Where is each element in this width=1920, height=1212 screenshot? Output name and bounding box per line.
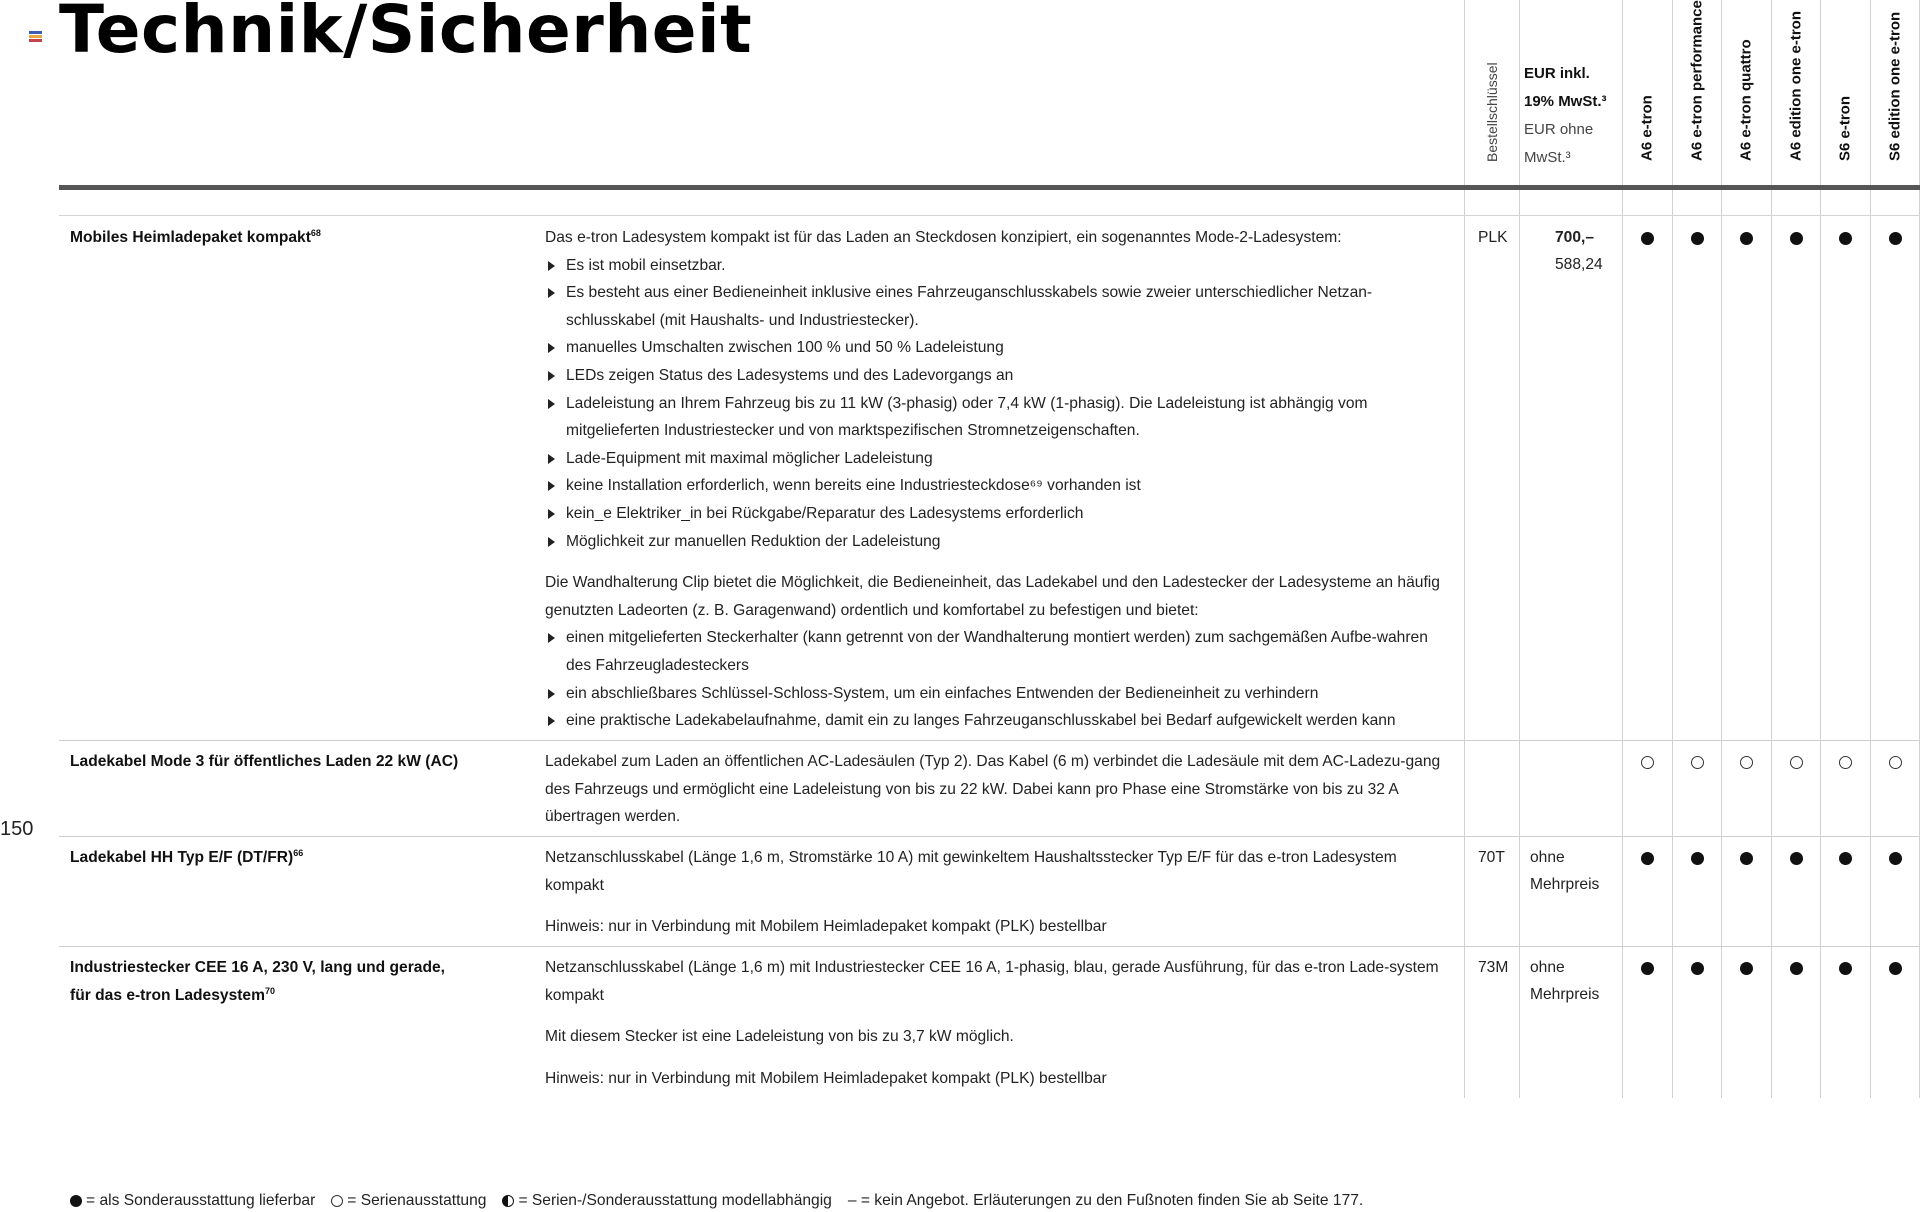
column-header-price: EUR inkl. 19% MwSt.³ EUR ohne MwSt.³	[1524, 65, 1607, 166]
filled-circle-icon	[1889, 232, 1902, 245]
header-rule	[59, 185, 1920, 190]
header-divider	[59, 215, 1920, 216]
row-description: Das e-tron Ladesystem kompakt ist für das Laden an Steckdosen konzipiert, ein sogenanntes Mode-2-Ladesystem: Es ist mobil einsetzbar. Es besteht aus einer Bedieneinheit inklusive eines Fahrzeuganschlusskabels sowie zweier unterschiedlicher Netzan-schlusskabel (mit Haushalts- und Industriestecker). manuelles Umschalten zwischen 100 % und 50 % Ladeleistung LEDs zeigen Status des Ladesystems und des Ladevorgangs an Ladeleistung an Ihrem Fahrzeug bis zu 11 kW (3-phasig) oder 7,4 kW (1-phasig). Die Ladeleistung ist abhängig vom mitgelieferten Industriestecker und von marktspezifischen Stromnetzeigenschaften. Lade-Equipment mit maximal möglicher Ladeleistung keine Installation erforderlich, wenn bereits eine Industriesteckdose⁶⁹ vorhanden ist kein_e Elektriker_in bei Rückgabe/Reparatur des Ladesystems erforderlich Möglichkeit zur manuellen Reduktion der Ladeleistung Die Wandhalterung Clip bietet die Möglichkeit, die Bedieneinheit, das Ladekabel und den Ladestecker der Ladesysteme an häufig genutzten Ladeorten (z. B. Garagenwand) ordentlich und komfortabel zu befestigen und bietet: einen mitgelieferten Steckerhalter (kann getrennt von der Wandhalterung montiert werden) zum sachgemäßen Aufbe-wahren des Fahrzeugladesteckers ein abschließbares Schlüssel-Schloss-System, um ein einfaches Entwenden der Bedieneinheit zu verhindern eine praktische Ladekabelaufnahme, damit ein zu langes Fahrzeuganschlusskabel bei Bedarf aufgewickelt werden kann	[545, 224, 1450, 735]
row-title: Mobiles Heimladepaket kompakt$^{68}$	[70, 227, 321, 246]
open-circle-icon	[1740, 756, 1753, 769]
open-circle-icon	[331, 1195, 343, 1207]
row-title: Ladekabel Mode 3 für öffentliches Laden 22 kW (AC)	[70, 753, 459, 770]
filled-circle-icon	[1839, 962, 1852, 975]
filled-circle-icon	[1691, 962, 1704, 975]
column-header-model: A6 e-tron	[1638, 95, 1656, 161]
list-item: kein_e Elektriker_in bei Rückgabe/Reparatur des Ladesystems erforderlich	[545, 500, 1450, 528]
filled-circle-icon	[1740, 232, 1753, 245]
price-gross: 700,–	[1555, 229, 1595, 246]
open-circle-icon	[1790, 756, 1803, 769]
filled-circle-icon	[1889, 852, 1902, 865]
order-code: PLK	[1478, 229, 1508, 246]
list-item: eine praktische Ladekabelaufnahme, damit ein zu langes Fahrzeuganschlusskabel bei Bedarf aufgewickelt werden kann	[545, 707, 1450, 735]
column-divider	[1464, 0, 1465, 1098]
row-title: Industriestecker CEE 16 A, 230 V, lang und gerade, für das e-tron Ladesystem$^{70}$	[70, 959, 445, 1004]
filled-circle-icon	[70, 1195, 82, 1207]
list-item: Es besteht aus einer Bedieneinheit inklusive eines Fahrzeuganschlusskabels sowie zweier unterschiedlicher Netzan-schlusskabel (mit Haushalts- und Industriestecker).	[545, 279, 1450, 334]
price-line: Mehrpreis	[1530, 876, 1600, 893]
column-header-order-key: Bestellschlüssel	[1484, 62, 1500, 162]
row-description: Ladekabel zum Laden an öffentlichen AC-Ladesäulen (Typ 2). Das Kabel (6 m) verbindet die Ladesäule mit dem AC-Ladezu-gang des Fahrzeugs und ermöglicht eine Ladeleistung von bis zu 22 kW. Dabei kann pro Phase eine Stromstärke von bis zu 32 A übertragen werden.	[545, 753, 1441, 826]
filled-circle-icon	[1839, 852, 1852, 865]
open-circle-icon	[1839, 756, 1852, 769]
row-title: Ladekabel HH Typ E/F $(DT/FR)^{66}$	[70, 847, 304, 866]
filled-circle-icon	[1790, 852, 1803, 865]
list-item: Es ist mobil einsetzbar.	[545, 252, 1450, 280]
row-divider	[59, 836, 1920, 837]
page-number: 150	[0, 818, 34, 840]
filled-circle-icon	[1889, 962, 1902, 975]
order-code: 73M	[1478, 959, 1509, 976]
page-title: Technik/Sicherheit	[59, 0, 753, 68]
list-item: einen mitgelieferten Steckerhalter (kann getrennt von der Wandhalterung montiert werden) zum sachgemäßen Aufbe-wahren des Fahrzeugladesteckers	[545, 624, 1450, 679]
list-item: ein abschließbares Schlüssel-Schloss-System, um ein einfaches Entwenden der Bedieneinheit zu verhindern	[545, 680, 1450, 708]
column-header-model: S6 e-tron	[1836, 95, 1854, 161]
filled-circle-icon	[1740, 852, 1753, 865]
list-item: Möglichkeit zur manuellen Reduktion der Ladeleistung	[545, 528, 1450, 556]
row-description: Netzanschlusskabel (Länge 1,6 m) mit Industriestecker CEE 16 A, 1-phasig, blau, gerade Ausführung, für das e-tron Lade-system kompakt Mit diesem Stecker ist eine Ladeleistung von bis zu 3,7 kW möglich. Hinweis: nur in Verbindung mit Mobilem Heimladepaket kompakt (PLK) bestellbar	[545, 959, 1439, 1087]
open-circle-icon	[1889, 756, 1902, 769]
filled-circle-icon	[1790, 962, 1803, 975]
price-line: Mehrpreis	[1530, 986, 1600, 1003]
open-circle-icon	[1641, 756, 1654, 769]
column-header-model: A6 e-tron performance	[1688, 0, 1706, 161]
row-divider	[59, 946, 1920, 947]
filled-circle-icon	[1641, 852, 1654, 865]
half-circle-icon	[502, 1195, 514, 1207]
filled-circle-icon	[1641, 232, 1654, 245]
filled-circle-icon	[1641, 962, 1654, 975]
order-code: 70T	[1478, 849, 1505, 866]
filled-circle-icon	[1790, 232, 1803, 245]
column-header-model: A6 e-tron quattro	[1737, 39, 1755, 161]
column-header-model: A6 edition one e-tron	[1787, 11, 1805, 161]
flag-icon	[29, 31, 42, 41]
legend: = als Sonderausstattung lieferbar = Serienausstattung = Serien-/Sonderausstattung modellabhängig – = kein Angebot. Erläuterungen zu den Fußnoten finden Sie ab Seite 177.	[70, 1192, 1379, 1210]
price-net: 588,24	[1555, 256, 1603, 273]
open-circle-icon	[1691, 756, 1704, 769]
filled-circle-icon	[1740, 962, 1753, 975]
filled-circle-icon	[1691, 232, 1704, 245]
list-item: manuelles Umschalten zwischen 100 % und 50 % Ladeleistung	[545, 334, 1450, 362]
price-line: ohne	[1530, 849, 1565, 866]
row-description: Netzanschlusskabel (Länge 1,6 m, Stromstärke 10 A) mit gewinkeltem Haushaltsstecker Typ E/F für das e-tron Ladesystem kompakt Hinweis: nur in Verbindung mit Mobilem Heimladepaket kompakt (PLK) bestellbar	[545, 849, 1397, 936]
filled-circle-icon	[1839, 232, 1852, 245]
column-header-model: S6 edition one e-tron	[1886, 11, 1904, 161]
row-divider	[59, 740, 1920, 741]
column-divider	[1519, 0, 1520, 1098]
list-item: Lade-Equipment mit maximal möglicher Ladeleistung	[545, 445, 1450, 473]
filled-circle-icon	[1691, 852, 1704, 865]
list-item: Ladeleistung an Ihrem Fahrzeug bis zu 11 kW (3-phasig) oder 7,4 kW (1-phasig). Die Ladeleistung ist abhängig vom mitgelieferten Industriestecker und von marktspezifischen Stromnetzeigenschaften.	[545, 390, 1450, 445]
list-item: LEDs zeigen Status des Ladesystems und des Ladevorgangs an	[545, 362, 1450, 390]
price-line: ohne	[1530, 959, 1565, 976]
list-item: keine Installation erforderlich, wenn bereits eine Industriesteckdose⁶⁹ vorhanden ist	[545, 472, 1450, 500]
